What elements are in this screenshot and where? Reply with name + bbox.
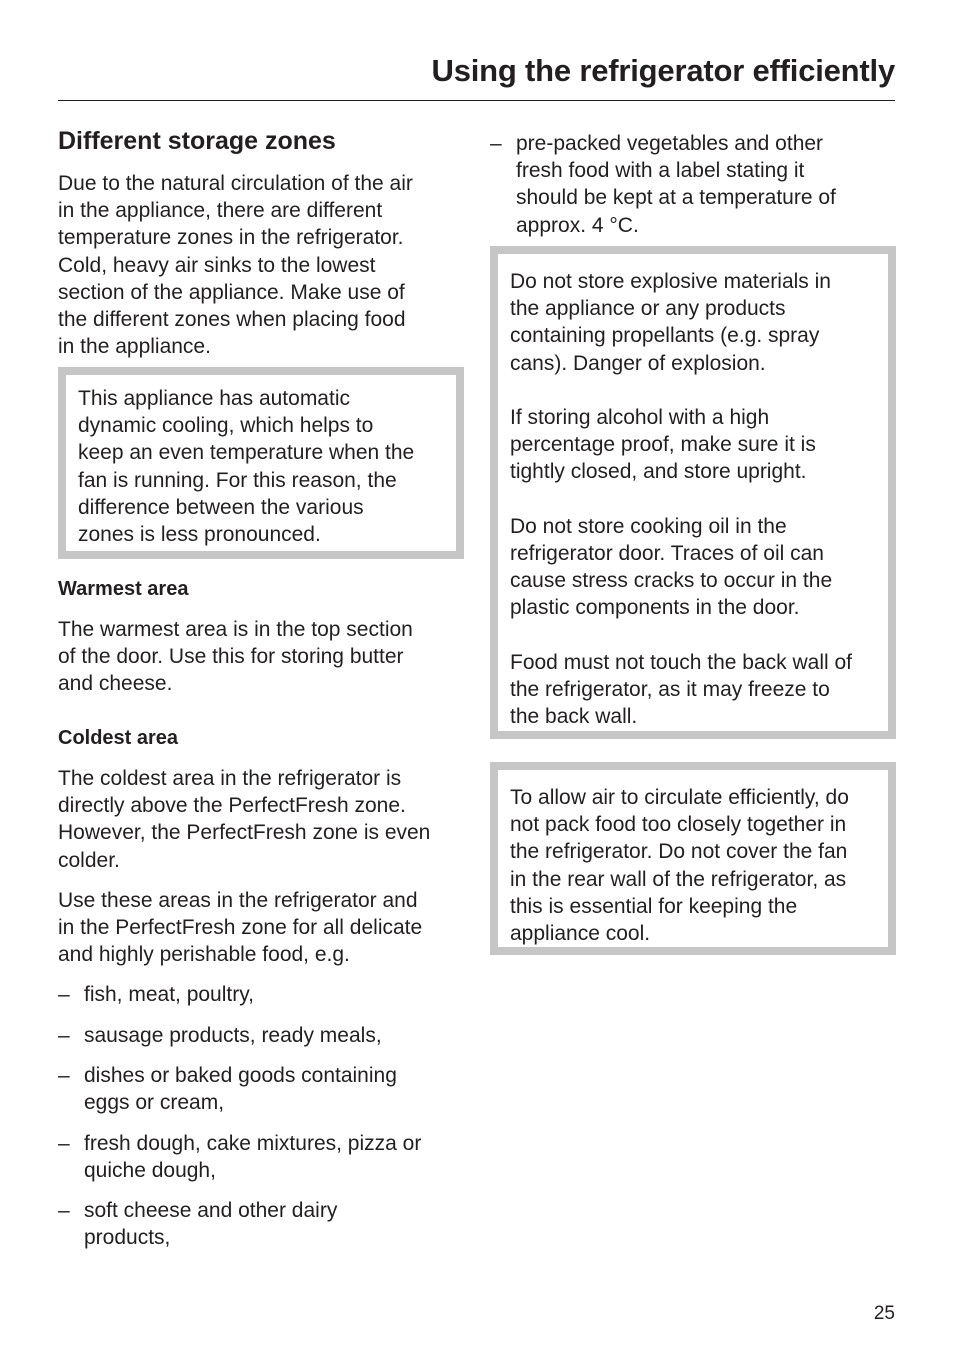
list-item-line: pre-packed vegetables and other	[516, 132, 824, 155]
intro-line: the different zones when placing food	[58, 308, 406, 332]
warning-line: cans). Danger of explosion.	[510, 351, 766, 375]
dash-bullet: –	[58, 1024, 70, 1047]
warning-line: If storing alcohol with a high	[510, 406, 770, 429]
list-item-text	[516, 130, 896, 239]
warning-line: Do not store explosive materials in	[510, 270, 831, 293]
note-line: difference between the various	[78, 495, 364, 519]
intro-line: in the appliance.	[58, 335, 211, 359]
list-item-line: products,	[84, 1226, 171, 1250]
note-line: fan is running. For this reason, the	[78, 468, 397, 492]
warning-line: tightly closed, and store upright.	[510, 460, 807, 484]
list-item-line: dishes or baked goods containing	[84, 1064, 397, 1087]
warning-paragraph	[510, 513, 880, 622]
warning-line: the refrigerator, as it may freeze to	[510, 678, 830, 701]
list-item-line: should be kept at a temperature of	[516, 186, 836, 210]
airflow-line: To allow air to circulate efficiently, do	[510, 786, 849, 809]
intro-line: section of the appliance. Make use of	[58, 280, 405, 304]
airflow-line: the refrigerator. Do not cover the fan	[510, 840, 848, 864]
airflow-line: this is essential for keeping the	[510, 894, 798, 918]
list-item-text	[84, 981, 254, 1008]
airflow-line: appliance cool.	[510, 922, 651, 946]
note-line: This appliance has automatic	[78, 387, 350, 410]
airflow-line: in the rear wall of the refrigerator, as	[510, 867, 847, 891]
usage-line: in the PerfectFresh zone for all delicate	[58, 916, 423, 940]
usage-paragraph	[58, 887, 468, 969]
warning-line: containing propellants (e.g. spray	[510, 324, 820, 348]
warning-line: percentage proof, make sure it is	[510, 433, 816, 457]
list-item-line: fresh food with a label stating it	[516, 159, 805, 183]
section-heading: Different storage zones	[58, 127, 336, 155]
warmest-line: The warmest area is in the top section	[58, 618, 413, 641]
intro-paragraph	[58, 170, 468, 360]
list-item-line: fish, meat, poultry,	[84, 983, 255, 1006]
note-line: keep an even temperature when the	[78, 441, 415, 465]
note-line: zones is less pronounced.	[78, 523, 321, 547]
list-item-text	[84, 1062, 464, 1116]
intro-line: Due to the natural circulation of the air	[58, 172, 413, 195]
dash-bullet: –	[58, 1132, 70, 1155]
dash-bullet: –	[58, 1064, 70, 1087]
list-item-text	[84, 1022, 382, 1049]
coldest-line: colder.	[58, 848, 120, 872]
list-item-text	[84, 1130, 464, 1184]
warning-paragraph	[510, 404, 880, 486]
title-divider	[58, 100, 895, 101]
warning-line: the appliance or any products	[510, 297, 786, 321]
list-item-line: quiche dough,	[84, 1159, 216, 1183]
list-item-text	[84, 1197, 464, 1251]
list-item-line: fresh dough, cake mixtures, pizza or	[84, 1132, 422, 1155]
page-number: 25	[873, 1303, 895, 1324]
warning-line: cause stress cracks to occur in the	[510, 569, 833, 593]
dash-bullet: –	[58, 1199, 70, 1222]
list-item-line: approx. 4 °C.	[516, 213, 639, 237]
warning-line: Do not store cooking oil in the	[510, 514, 787, 538]
info-note-box	[58, 367, 464, 559]
warmest-area-heading: Warmest area	[58, 578, 189, 600]
intro-line: Cold, heavy air sinks to the lowest	[58, 253, 376, 277]
warning-line: refrigerator door. Traces of oil can	[510, 542, 824, 565]
list-item-line: soft cheese and other dairy	[84, 1199, 338, 1222]
coldest-area-heading: Coldest area	[58, 727, 179, 749]
airflow-line: not pack food too closely together in	[510, 813, 847, 837]
coldest-line: However, the PerfectFresh zone is even	[58, 821, 431, 845]
intro-line: temperature zones in the refrigerator.	[58, 226, 404, 250]
intro-line: in the appliance, there are different	[58, 199, 383, 223]
dash-bullet: –	[58, 983, 70, 1006]
warmest-area-paragraph	[58, 616, 468, 698]
usage-line: and highly perishable food, e.g.	[58, 943, 350, 967]
warmest-line: and cheese.	[58, 672, 173, 696]
warning-line: the back wall.	[510, 705, 638, 729]
note-line: dynamic cooling, which helps to	[78, 414, 374, 438]
coldest-line: The coldest area in the refrigerator is	[58, 767, 402, 790]
warning-line: plastic components in the door.	[510, 596, 800, 620]
page-title: Using the refrigerator efficiently	[431, 53, 895, 88]
airflow-note-box	[490, 762, 896, 955]
dash-bullet: –	[490, 132, 502, 155]
usage-line: Use these areas in the refrigerator and	[58, 889, 418, 912]
warning-paragraph	[510, 649, 880, 731]
warning-paragraph	[510, 268, 880, 377]
warning-box	[490, 246, 896, 739]
coldest-line: directly above the PerfectFresh zone.	[58, 794, 406, 818]
list-item-line: sausage products, ready meals,	[84, 1024, 382, 1047]
coldest-area-paragraph	[58, 765, 468, 874]
warmest-line: of the door. Use this for storing butter	[58, 645, 404, 669]
warning-line: Food must not touch the back wall of	[510, 650, 853, 674]
list-item-line: eggs or cream,	[84, 1091, 225, 1115]
